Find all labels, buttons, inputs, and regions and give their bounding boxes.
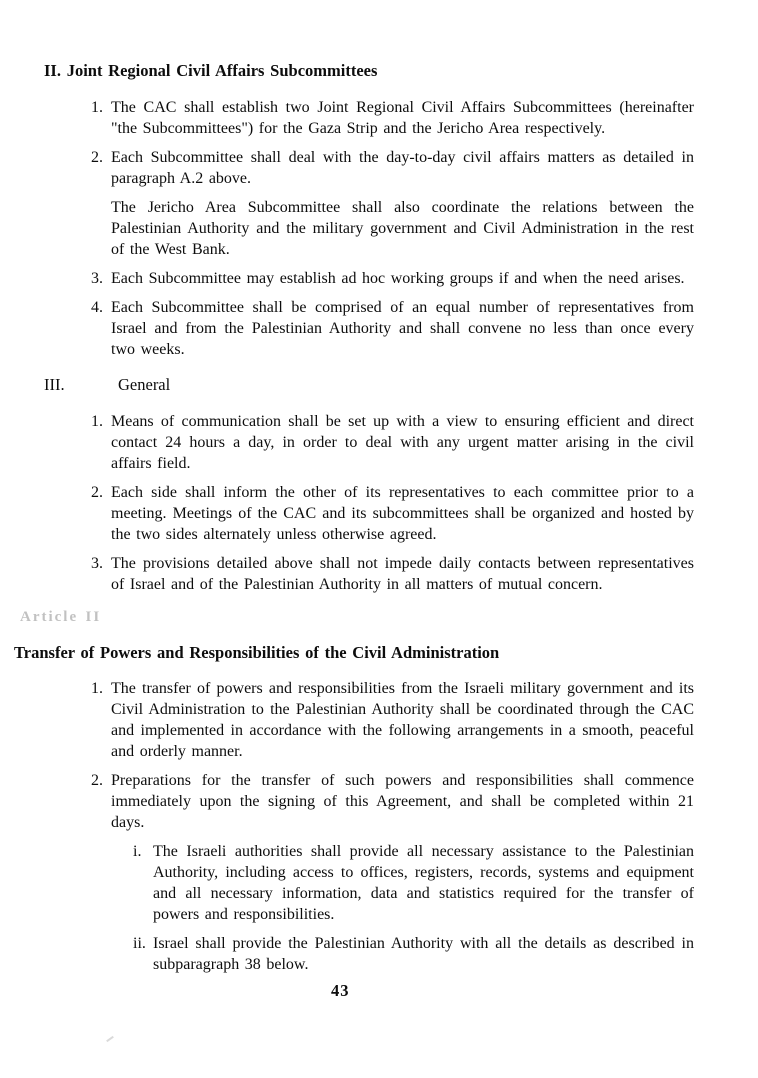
sub-list-item-number: ii. — [133, 935, 146, 952]
sub-list-item-text: Israel shall provide the Palestinian Authority with all the details as described in subparagraph 38 below. — [153, 935, 694, 973]
sub-list-item — [133, 841, 694, 925]
section-heading: II. Joint Regional Civil Affairs Subcommittees — [44, 61, 378, 80]
list-item-text: Each Subcommittee shall deal with the day-to-day civil affairs matters as detailed in paragraph A.2 above. — [111, 149, 694, 187]
list-item — [91, 553, 694, 595]
continuation-paragraph: The Jericho Area Subcommittee shall also coordinate the relations between the Palestinian Authority and the military government and Civil Administration in the rest of the West Bank. — [111, 199, 694, 258]
list-item — [91, 268, 694, 289]
faded-article-heading: Article II — [20, 609, 102, 625]
list-item-number: 2. — [91, 772, 103, 789]
sub-list-item-text: The Israeli authorities shall provide all necessary assistance to the Palestinian Authority, including access to offices, registers, records, systems and equipment and all necessary information, data and statistics required for the transfer of powers and responsibilities. — [153, 843, 694, 923]
section-heading-numeral: III. — [44, 375, 65, 394]
list-item — [91, 147, 694, 189]
scan-artifact — [106, 1036, 114, 1042]
list-item-number: 2. — [91, 149, 103, 166]
list-item-text: The CAC shall establish two Joint Regional Civil Affairs Subcommittees (hereinafter "the Subcommittees") for the Gaza Strip and the Jericho Area respectively. — [111, 99, 694, 137]
list-item-number: 2. — [91, 484, 103, 501]
list-item — [91, 482, 694, 545]
list-item-text: The provisions detailed above shall not impede daily contacts between representatives of Israel and of the Palestinian Authority in all matters of mutual concern. — [111, 555, 694, 593]
list-item-number: 1. — [91, 680, 103, 697]
article-title: Transfer of Powers and Responsibilities of the Civil Administration — [14, 643, 500, 662]
list-item-number: 1. — [91, 413, 103, 430]
list-item-number: 3. — [91, 270, 103, 287]
section-heading-title: General — [118, 375, 171, 394]
list-item — [91, 97, 694, 139]
list-item — [91, 678, 694, 762]
list-item-text: Means of communication shall be set up with a view to ensuring efficient and direct contact 24 hours a day, in order to deal with any urgent matter arising in the civil affairs field. — [111, 413, 694, 472]
sub-list-item-number: i. — [133, 843, 142, 860]
list-item-text: Each side shall inform the other of its representatives to each committee prior to a meeting. Meetings of the CAC and its subcommittees shall be organized and hosted by the two sides alternately unless otherwise agreed. — [111, 484, 694, 543]
page-number: 43 — [331, 981, 350, 1000]
document-body — [14, 60, 694, 983]
list-item — [91, 411, 694, 474]
list-item-text: Each Subcommittee shall be comprised of an equal number of representatives from Israel and from the Palestinian Authority and shall convene no less than once every two weeks. — [111, 299, 694, 358]
list-item-number: 1. — [91, 99, 103, 116]
list-item-number: 4. — [91, 299, 103, 316]
list-item-text: The transfer of powers and responsibilities from the Israeli military government and its Civil Administration to the Palestinian Authority shall be coordinated through the CAC and implemented in accordance with the following arrangements in a smooth, peaceful and orderly manner. — [111, 680, 694, 760]
sub-list-item — [133, 933, 694, 975]
list-item-text: Preparations for the transfer of such powers and responsibilities shall commence immediately upon the signing of this Agreement, and shall be completed within 21 days. — [111, 772, 694, 831]
list-item — [91, 770, 694, 833]
section-general — [44, 374, 694, 595]
section-joint-regional — [44, 60, 694, 360]
list-item-number: 3. — [91, 555, 103, 572]
section-heading — [44, 374, 694, 395]
section-transfer-of-powers — [14, 607, 694, 975]
list-item — [91, 297, 694, 360]
list-item-text: Each Subcommittee may establish ad hoc working groups if and when the need arises. — [111, 270, 685, 287]
